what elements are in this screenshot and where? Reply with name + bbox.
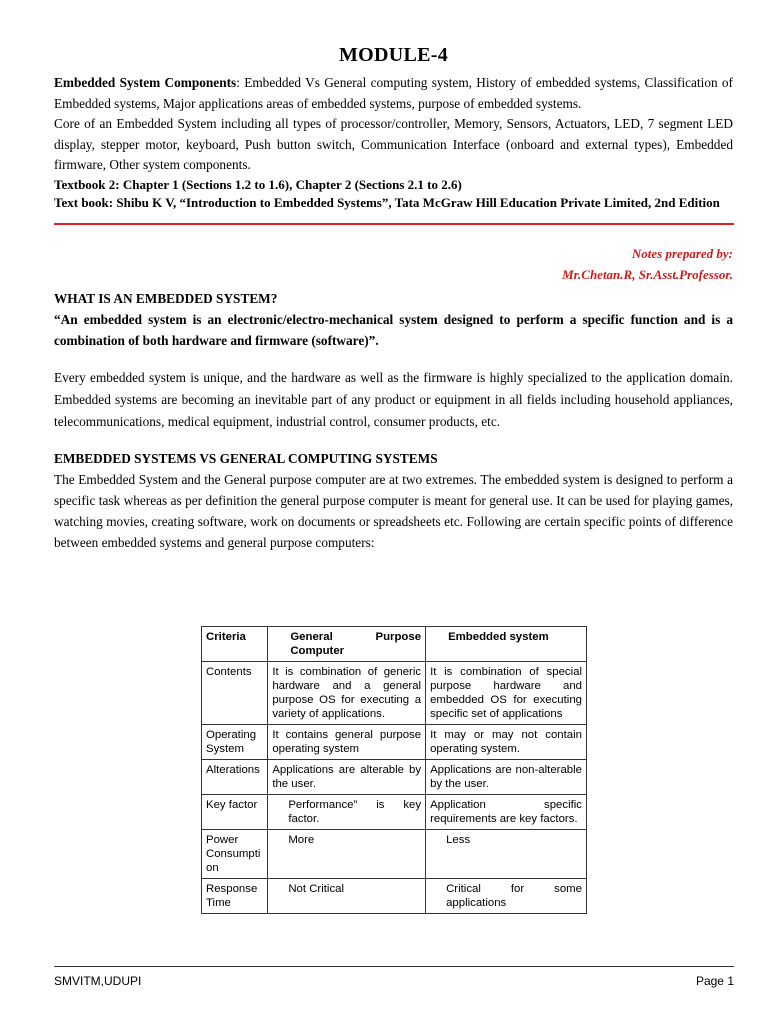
comparison-table-wrapper [201,626,587,914]
section2-heading: EMBEDDED SYSTEMS VS GENERAL COMPUTING SYSTEMS [54,450,438,466]
table-cell: Performance” is key factor. [268,795,426,830]
table-row [202,879,587,914]
table-row [202,725,587,760]
table-cell: Alterations [202,760,268,795]
table-cell: Response Time [202,879,268,914]
notes-credit [54,243,733,285]
red-divider [54,223,734,225]
textbook-line: Text book: Shibu K V, “Introduction to Embedded Systems”, Tata McGraw Hill Education Private Limited, 2nd Edition [54,195,720,210]
header-criteria: Criteria [202,627,268,662]
table-cell: It is combination of special purpose hardware and embedded OS for executing specific set of applications [426,662,587,725]
components-text: : Embedded Vs General computing system, History of embedded systems, Classification of Embedded systems, Major applications areas of embedded systems, purpose of embedded systems. [54,75,733,111]
table-header-row [202,627,587,662]
table-cell: Critical for some applications [426,879,587,914]
components-paragraph [54,73,733,114]
table-row [202,760,587,795]
section1-paragraph: Every embedded system is unique, and the hardware as well as the firmware is highly specialized to the application domain. Embedded systems are becoming an inevitable part of any product or equipment in all fields including household appliances, telecommunications, medical equipment, industrial control, consumer products, etc. [54,369,733,429]
table-cell: Less [426,830,587,879]
document-page [54,44,733,553]
footer-institution: SMVITM,UDUPI [54,974,142,988]
table-cell: Not Critical [268,879,426,914]
table-row [202,795,587,830]
table-cell: More [268,830,426,879]
footer-page-number: Page 1 [695,974,734,988]
table-cell: Applications are alterable by the user. [268,760,426,795]
section1-heading: WHAT IS AN EMBEDDED SYSTEM? [54,290,278,306]
table-cell: Contents [202,662,268,725]
table-cell: Applications are non-alterable by the user. [426,760,587,795]
table-cell: It may or may not contain operating system. [426,725,587,760]
header-general-purpose: General Purpose Computer [268,627,426,662]
core-paragraph: Core of an Embedded System including all types of processor/controller, Memory, Sensors, Actuators, LED, 7 segment LED display, stepper motor, keyboard, Push button switch, Communication Interface (onboard and external types), Embedded firmware, Other system components. [54,116,733,172]
table-cell: Key factor [202,795,268,830]
comparison-table [201,626,587,914]
notes-line1: Notes prepared by: [631,245,733,261]
header-embedded: Embedded system [426,627,587,662]
page-footer [54,966,734,988]
table-cell: Power Consumpti on [202,830,268,879]
table-cell: Operating System [202,725,268,760]
table-cell: It contains general purpose operating system [268,725,426,760]
module-title: MODULE-4 [338,44,449,66]
components-label: Embedded System Components [54,75,237,90]
section2-paragraph: The Embedded System and the General purpose computer are at two extremes. The embedded system is designed to perform a specific task whereas as per definition the general purpose computer is meant for general use. It can be used for playing games, watching movies, creating software, work on documents or spreadsheets etc. Following are certain specific points of difference between embedded systems and general purpose computers: [54,471,733,550]
table-row [202,830,587,879]
table-cell: Application specific requirements are key factors. [426,795,587,830]
notes-line2: Mr.Chetan.R, Sr.Asst.Professor. [562,266,733,282]
table-cell: It is combination of generic hardware and a general purpose OS for executing a variety of applications. [268,662,426,725]
definition-text: “An embedded system is an electronic/electro-mechanical system designed to perform a specific function and is a combination of both hardware and firmware (software)”. [54,311,733,348]
table-row [202,662,587,725]
textbook2-line: Textbook 2: Chapter 1 (Sections 1.2 to 1.6), Chapter 2 (Sections 2.1 to 2.6) [54,176,462,192]
